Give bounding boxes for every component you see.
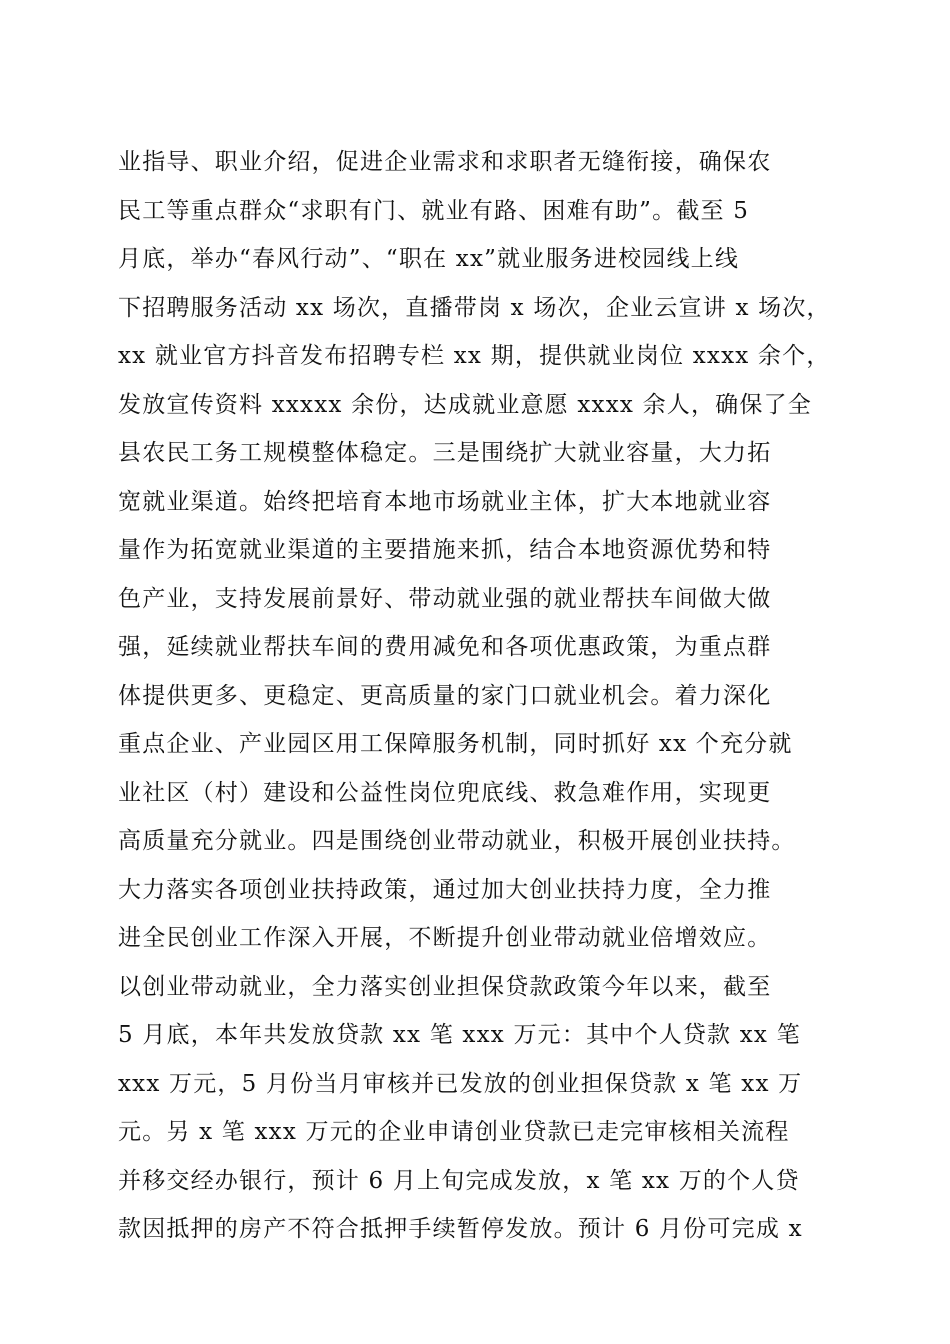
body-text <box>118 138 838 1254</box>
text-line: 宽就业渠道。始终把培育本地市场就业主体，扩大本地就业容 <box>118 488 772 515</box>
text-line: 款因抵押的房产不符合抵押手续暂停发放。预计 6 月份可完成 x <box>118 1216 803 1242</box>
text-line: 大力落实各项创业扶持政策，通过加大创业扶持力度，全力推 <box>118 876 772 903</box>
text-line: 并移交经办银行，预计 6 月上旬完成发放，x 笔 xx 万的个人贷 <box>118 1167 800 1194</box>
text-line: 重点企业、产业园区用工保障服务机制，同时抓好 xx 个充分就 <box>118 731 793 757</box>
text-line: 发放宣传资料 xxxxx 余份，达成就业意愿 xxxx 余人，确保了全 <box>118 391 812 418</box>
text-line: 业指导、职业介绍，促进企业需求和求职者无缝衔接，确保农 <box>118 149 772 175</box>
text-line: 业社区（村）建设和公益性岗位兜底线、救急难作用，实现更 <box>118 779 772 806</box>
text-line: 进全民创业工作深入开展，不断提升创业带动就业倍增效应。 <box>118 925 772 951</box>
text-line: xx 就业官方抖音发布招聘专栏 xx 期，提供就业岗位 xxxx 余个， <box>118 343 831 369</box>
text-line: 月底，举办“春风行动”、“职在 xx”就业服务进校园线上线 <box>118 246 740 272</box>
text-line: 强，延续就业帮扶车间的费用减免和各项优惠政策，为重点群 <box>118 634 772 660</box>
text-line: 下招聘服务活动 xx 场次，直播带岗 x 场次，企业云宣讲 x 场次， <box>118 294 831 321</box>
text-line: 元。另 x 笔 xxx 万元的企业申请创业贷款已走完审核相关流程 <box>118 1119 790 1145</box>
text-line: xxx 万元，5 月份当月审核并已发放的创业担保贷款 x 笔 xx 万 <box>118 1070 803 1097</box>
text-line: 高质量充分就业。四是围绕创业带动就业，积极开展创业扶持。 <box>118 828 796 854</box>
text-line: 以创业带动就业，全力落实创业担保贷款政策今年以来，截至 <box>118 973 772 1000</box>
text-line: 民工等重点群众“求职有门、就业有路、困难有助”。截至 5 <box>118 197 750 224</box>
text-line: 5 月底，本年共发放贷款 xx 笔 xxx 万元：其中个人贷款 xx 笔 <box>118 1022 801 1048</box>
text-line: 体提供更多、更稳定、更高质量的家门口就业机会。着力深化 <box>118 682 772 709</box>
text-line: 县农民工务工规模整体稳定。三是围绕扩大就业容量，大力拓 <box>118 440 772 466</box>
text-line: 量作为拓宽就业渠道的主要措施来抓，结合本地资源优势和特 <box>118 537 772 563</box>
text-line: 色产业，支持发展前景好、带动就业强的就业帮扶车间做大做 <box>118 585 772 612</box>
